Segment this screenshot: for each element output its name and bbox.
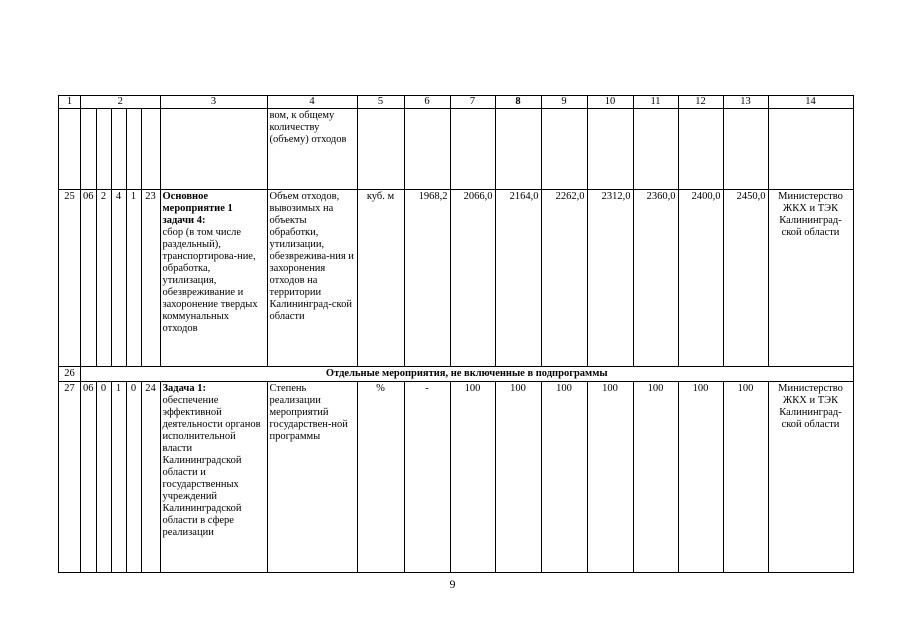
continuation-row	[59, 109, 854, 190]
indicator-cell: вом, к общему количеству (объему) отходов	[267, 109, 357, 190]
code-cell: 24	[141, 382, 160, 573]
row-25	[59, 190, 854, 367]
code-cell: 4	[111, 190, 126, 367]
header-cell: 2	[81, 96, 161, 109]
measure-cell	[160, 190, 267, 367]
cell	[357, 109, 404, 190]
unit-cell: куб. м	[357, 190, 404, 367]
measure-title: Основное мероприятие 1 задачи 4:	[162, 191, 233, 226]
header-cell: 12	[678, 96, 723, 109]
cell	[160, 109, 267, 190]
header-cell: 11	[633, 96, 678, 109]
value-cell: 100	[587, 382, 633, 573]
value-cell: 100	[723, 382, 768, 573]
cell	[723, 109, 768, 190]
cell	[768, 109, 853, 190]
value-cell: 2164,0	[495, 190, 541, 367]
header-cell: 8	[495, 96, 541, 109]
indicator-cell: Объем отходов, вывозимых на объекты обработки, утилизации, обезврежива-ния и захоронения отходов на территории Калининград-ской области	[267, 190, 357, 367]
program-table	[58, 95, 854, 573]
header-cell: 6	[404, 96, 450, 109]
header-cell: 4	[267, 96, 357, 109]
unit-cell: %	[357, 382, 404, 573]
value-cell: 2262,0	[541, 190, 587, 367]
header-cell: 5	[357, 96, 404, 109]
row-number: 26	[59, 367, 81, 382]
cell	[126, 109, 141, 190]
value-cell: 100	[541, 382, 587, 573]
code-cell: 06	[81, 190, 97, 367]
cell	[495, 109, 541, 190]
code-cell: 23	[141, 190, 160, 367]
code-cell: 06	[81, 382, 97, 573]
value-cell: 1968,2	[404, 190, 450, 367]
cell	[404, 109, 450, 190]
cell	[541, 109, 587, 190]
cell	[678, 109, 723, 190]
measure-text: обеспечение эффективной деятельности органов исполнительной власти Калининградской области и государственных учреждений Калининградской области в сфере реализации	[162, 395, 261, 538]
cell	[633, 109, 678, 190]
code-cell: 1	[111, 382, 126, 573]
header-cell: 13	[723, 96, 768, 109]
value-cell: 100	[633, 382, 678, 573]
cell	[141, 109, 160, 190]
cell	[450, 109, 495, 190]
value-cell: 2400,0	[678, 190, 723, 367]
header-cell: 3	[160, 96, 267, 109]
indicator-cell: Степень реализации мероприятий государствен-ной программы	[267, 382, 357, 573]
cell	[587, 109, 633, 190]
cell	[111, 109, 126, 190]
value-cell: 2066,0	[450, 190, 495, 367]
code-cell: 2	[96, 190, 111, 367]
measure-title: Задача 1:	[162, 383, 206, 394]
section-title: Отдельные мероприятия, не включенные в подпрограммы	[81, 367, 854, 382]
header-cell: 7	[450, 96, 495, 109]
cell	[59, 109, 81, 190]
header-cell: 10	[587, 96, 633, 109]
header-cell: 9	[541, 96, 587, 109]
value-cell: 100	[678, 382, 723, 573]
measure-cell	[160, 382, 267, 573]
row-26	[59, 367, 854, 382]
header-cell: 1	[59, 96, 81, 109]
row-number: 25	[59, 190, 81, 367]
row-number: 27	[59, 382, 81, 573]
responsible-cell: Министерство ЖКХ и ТЭК Калининград-ской области	[768, 190, 853, 367]
header-row	[59, 96, 854, 109]
measure-text: сбор (в том числе раздельный), транспортирова-ние, обработка, утилизация, обезвреживание и захоронение твердых коммунальных отходов	[162, 227, 258, 334]
responsible-cell: Министерство ЖКХ и ТЭК Калининград-ской области	[768, 382, 853, 573]
value-cell: 2360,0	[633, 190, 678, 367]
value-cell: 100	[495, 382, 541, 573]
cell	[96, 109, 111, 190]
row-27	[59, 382, 854, 573]
value-cell: 2312,0	[587, 190, 633, 367]
code-cell: 0	[126, 382, 141, 573]
value-cell: 100	[450, 382, 495, 573]
code-cell: 0	[96, 382, 111, 573]
value-cell: -	[404, 382, 450, 573]
page-number: 9	[449, 577, 456, 591]
code-cell: 1	[126, 190, 141, 367]
value-cell: 2450,0	[723, 190, 768, 367]
header-cell: 14	[768, 96, 853, 109]
cell	[81, 109, 97, 190]
